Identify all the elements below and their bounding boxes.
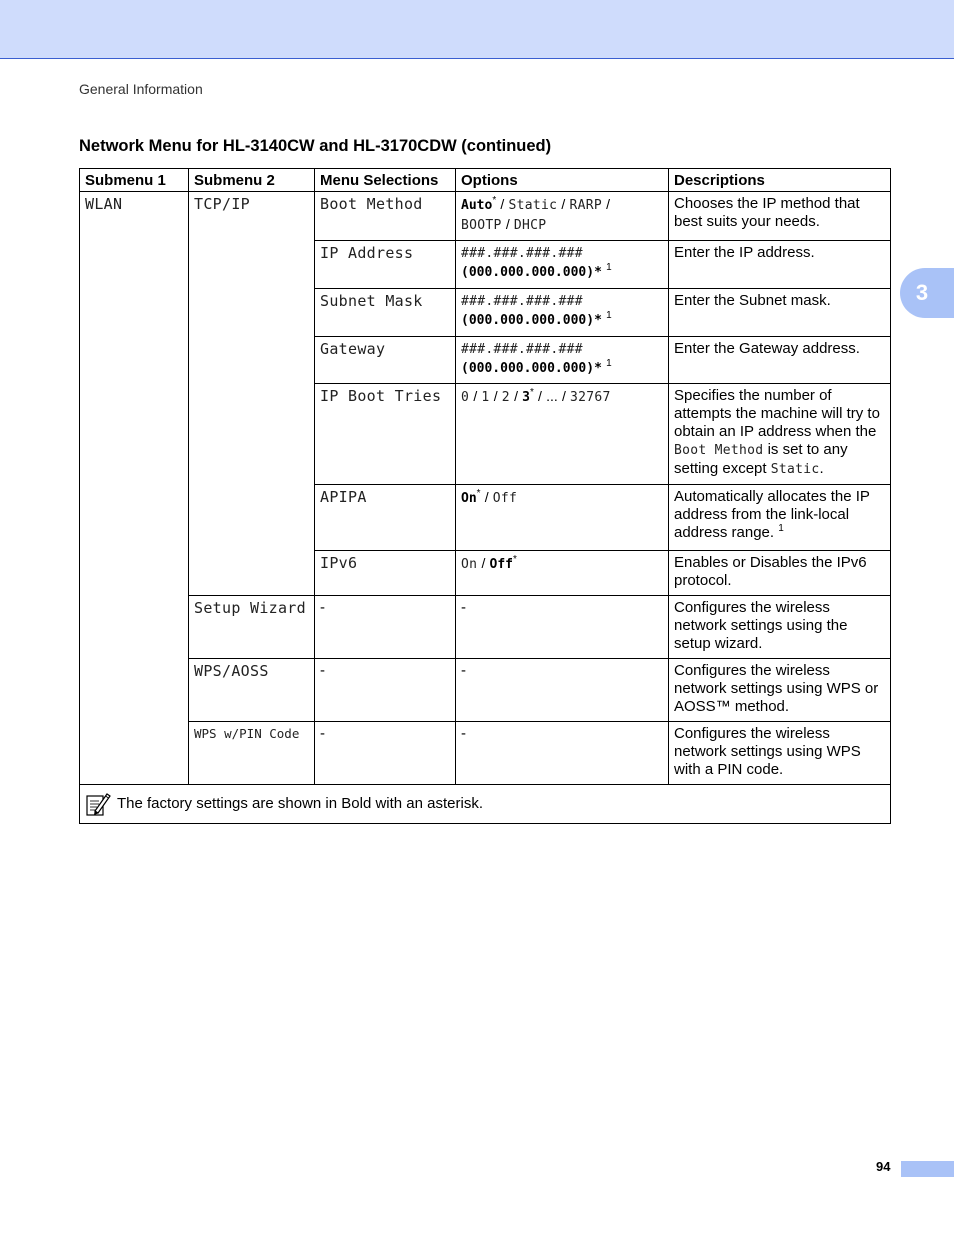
selection-ipv6: IPv6 bbox=[315, 551, 456, 596]
default-asterisk: * bbox=[492, 195, 497, 206]
chapter-number: 3 bbox=[915, 280, 929, 305]
default-asterisk: * bbox=[476, 488, 481, 499]
options-subnet-mask bbox=[456, 289, 669, 337]
option-value: ###.###.###.### bbox=[461, 342, 583, 357]
column-header: Submenu 2 bbox=[189, 169, 315, 192]
description: Chooses the IP method that best suits your needs. bbox=[669, 192, 891, 241]
option-separator: / bbox=[561, 196, 566, 212]
table-row bbox=[80, 722, 891, 785]
option-separator: / bbox=[481, 555, 486, 571]
table-row bbox=[80, 659, 891, 722]
selection-ip-address: IP Address bbox=[315, 241, 456, 289]
options-ipv6 bbox=[456, 551, 669, 596]
option-value: Off bbox=[492, 491, 518, 506]
description bbox=[669, 384, 891, 485]
table-row bbox=[80, 192, 891, 241]
submenu1-wlan: WLAN bbox=[80, 192, 189, 785]
option-separator: / bbox=[473, 388, 478, 404]
default-asterisk: * bbox=[594, 265, 602, 280]
option-value: ###.###.###.### bbox=[461, 246, 583, 261]
inline-code: Boot Method bbox=[674, 443, 764, 458]
note-pencil-icon bbox=[85, 791, 111, 817]
option-default: (000.000.000.000) bbox=[461, 265, 595, 280]
selection-empty: - bbox=[315, 596, 456, 659]
default-asterisk: * bbox=[594, 361, 602, 376]
options-gateway bbox=[456, 337, 669, 384]
selection-apipa: APIPA bbox=[315, 485, 456, 551]
option-value: 2 bbox=[501, 390, 510, 405]
footnote-marker: 1 bbox=[606, 358, 612, 369]
default-asterisk: * bbox=[594, 313, 602, 328]
description: Configures the wireless network settings using the setup wizard. bbox=[669, 596, 891, 659]
option-value: DHCP bbox=[513, 218, 547, 233]
footnote-marker: 1 bbox=[606, 310, 612, 321]
options-empty: - bbox=[456, 659, 669, 722]
selection-boot-method: Boot Method bbox=[315, 192, 456, 241]
option-value: BOOTP bbox=[461, 218, 502, 233]
description: Enables or Disables the IPv6 protocol. bbox=[669, 551, 891, 596]
selection-subnet-mask: Subnet Mask bbox=[315, 289, 456, 337]
submenu2-tcpip: TCP/IP bbox=[189, 192, 315, 596]
page-number-bar bbox=[901, 1161, 954, 1177]
option-separator: / bbox=[514, 388, 518, 404]
chapter-tab bbox=[900, 268, 954, 318]
option-value: 32767 bbox=[570, 390, 611, 405]
page-number: 94 bbox=[876, 1159, 891, 1174]
option-separator: / bbox=[493, 388, 498, 404]
description-text: . bbox=[819, 460, 824, 477]
option-default: 3 bbox=[522, 390, 530, 405]
option-default: (000.000.000.000) bbox=[461, 313, 595, 328]
description-text: Automatically allocates the IP address from the link-local address range. bbox=[674, 488, 870, 541]
column-header: Descriptions bbox=[669, 169, 891, 192]
option-separator: / bbox=[505, 216, 510, 232]
selection-ip-boot-tries: IP Boot Tries bbox=[315, 384, 456, 485]
options-ip-boot-tries bbox=[456, 384, 669, 485]
footnote-marker: 1 bbox=[778, 523, 784, 534]
submenu2-setup-wizard: Setup Wizard bbox=[189, 596, 315, 659]
submenu2-wps-pin: WPS w/PIN Code bbox=[189, 722, 315, 785]
options-empty: - bbox=[456, 596, 669, 659]
option-default: Auto bbox=[461, 198, 493, 213]
column-header: Menu Selections bbox=[315, 169, 456, 192]
option-separator: / bbox=[606, 196, 611, 212]
description-text: Specifies the number of attempts the machine will try to obtain an IP address when the bbox=[674, 387, 880, 440]
description: Configures the wireless network settings using WPS with a PIN code. bbox=[669, 722, 891, 785]
submenu2-wps-aoss: WPS/AOSS bbox=[189, 659, 315, 722]
option-value: Static bbox=[508, 198, 558, 213]
header-band bbox=[0, 0, 954, 59]
options-boot-method bbox=[456, 192, 669, 241]
option-ellipsis: ... bbox=[546, 388, 558, 404]
selection-empty: - bbox=[315, 659, 456, 722]
option-separator: / bbox=[538, 388, 542, 404]
note-cell bbox=[80, 785, 891, 824]
option-value: RARP bbox=[569, 198, 602, 213]
footnote-marker: 1 bbox=[606, 262, 612, 273]
default-asterisk: * bbox=[529, 387, 534, 398]
option-value: 1 bbox=[481, 390, 490, 405]
network-menu-table bbox=[79, 168, 891, 824]
option-value: On bbox=[461, 557, 478, 572]
inline-code: Static bbox=[770, 462, 820, 477]
option-value: ###.###.###.### bbox=[461, 294, 583, 309]
note-row bbox=[80, 785, 891, 824]
options-empty: - bbox=[456, 722, 669, 785]
option-default: Off bbox=[489, 557, 513, 572]
table-row bbox=[80, 596, 891, 659]
column-header: Options bbox=[456, 169, 669, 192]
options-ip-address bbox=[456, 241, 669, 289]
table-header-row bbox=[80, 169, 891, 192]
option-separator: / bbox=[484, 489, 489, 505]
page-title: Network Menu for HL-3140CW and HL-3170CDW (continued) bbox=[79, 137, 552, 155]
running-header: General Information bbox=[79, 81, 203, 97]
note-text: The factory settings are shown in Bold with an asterisk. bbox=[117, 795, 484, 812]
options-apipa bbox=[456, 485, 669, 551]
option-default: (000.000.000.000) bbox=[461, 361, 595, 376]
column-header: Submenu 1 bbox=[80, 169, 189, 192]
description: Enter the Gateway address. bbox=[669, 337, 891, 384]
selection-empty: - bbox=[315, 722, 456, 785]
option-value: 0 bbox=[461, 390, 470, 405]
description-text: is set to any setting except bbox=[674, 441, 848, 477]
default-asterisk: * bbox=[512, 554, 517, 565]
description: Configures the wireless network settings using WPS or AOSS™ method. bbox=[669, 659, 891, 722]
description: Enter the Subnet mask. bbox=[669, 289, 891, 337]
option-default: On bbox=[461, 491, 477, 506]
option-separator: / bbox=[500, 196, 505, 212]
selection-gateway: Gateway bbox=[315, 337, 456, 384]
option-separator: / bbox=[561, 388, 566, 404]
description bbox=[669, 485, 891, 551]
description: Enter the IP address. bbox=[669, 241, 891, 289]
